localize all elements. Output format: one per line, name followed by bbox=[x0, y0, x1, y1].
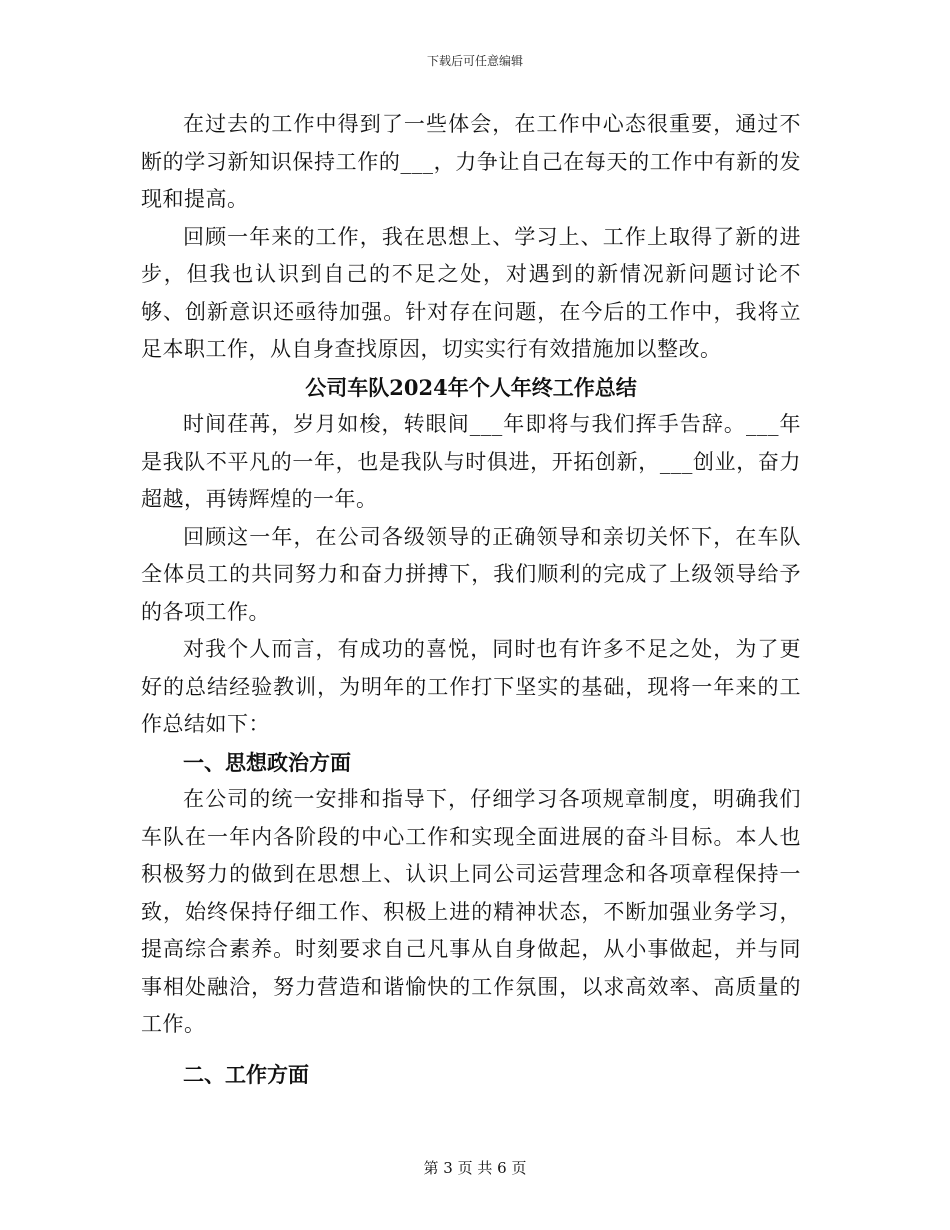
paragraph: 在过去的工作中得到了一些体会，在工作中心态很重要，通过不断的学习新知识保持工作的___，力争让自己在每天的工作中有新的发现和提高。 bbox=[141, 112, 801, 211]
paragraph: 回顾一年来的工作，我在思想上、学习上、工作上取得了新的进步，但我也认识到自己的不足之处，对遇到的新情况新问题讨论不够、创新意识还亟待加强。针对存在问题，在今后的工作中，我将立足本职工作，从自身查找原因，切实实行有效措施加以整改。 bbox=[141, 224, 801, 361]
section-heading: 二、工作方面 bbox=[183, 1061, 309, 1087]
paragraph: 对我个人而言，有成功的喜悦，同时也有许多不足之处，为了更好的总结经验教训，为明年的工作打下坚实的基础，现将一年来的工作总结如下： bbox=[141, 637, 801, 736]
document-body bbox=[141, 106, 801, 1093]
paragraph: 在公司的统一安排和指导下，仔细学习各项规章制度，明确我们车队在一年内各阶段的中心工作和实现全面进展的奋斗目标。本人也积极努力的做到在思想上、认识上同公司运营理念和各项章程保持一致，始终保持仔细工作、积极上进的精神状态，不断加强业务学习，提高综合素养。时刻要求自己凡事从自身做起，从小事做起，并与同事相处融洽，努力营造和谐愉快的工作氛围，以求高效率、高质量的工作。 bbox=[141, 787, 801, 1036]
page-number: 第 3 页 共 6 页 bbox=[423, 1159, 527, 1177]
page-header: 下载后可任意编辑 bbox=[426, 54, 523, 68]
paragraph: 时间荏苒，岁月如梭，转眼间___年即将与我们挥手告辞。___年是我队不平凡的一年，也是我队与时俱进，开拓创新，___创业，奋力超越，再铸辉煌的一年。 bbox=[141, 412, 801, 511]
section-heading: 一、思想政治方面 bbox=[183, 749, 351, 775]
document-title: 公司车队2024年个人年终工作总结 bbox=[305, 374, 637, 400]
paragraph: 回顾这一年，在公司各级领导的正确领导和亲切关怀下，在车队全体员工的共同努力和奋力拼搏下，我们顺利的完成了上级领导给予的各项工作。 bbox=[141, 524, 801, 624]
